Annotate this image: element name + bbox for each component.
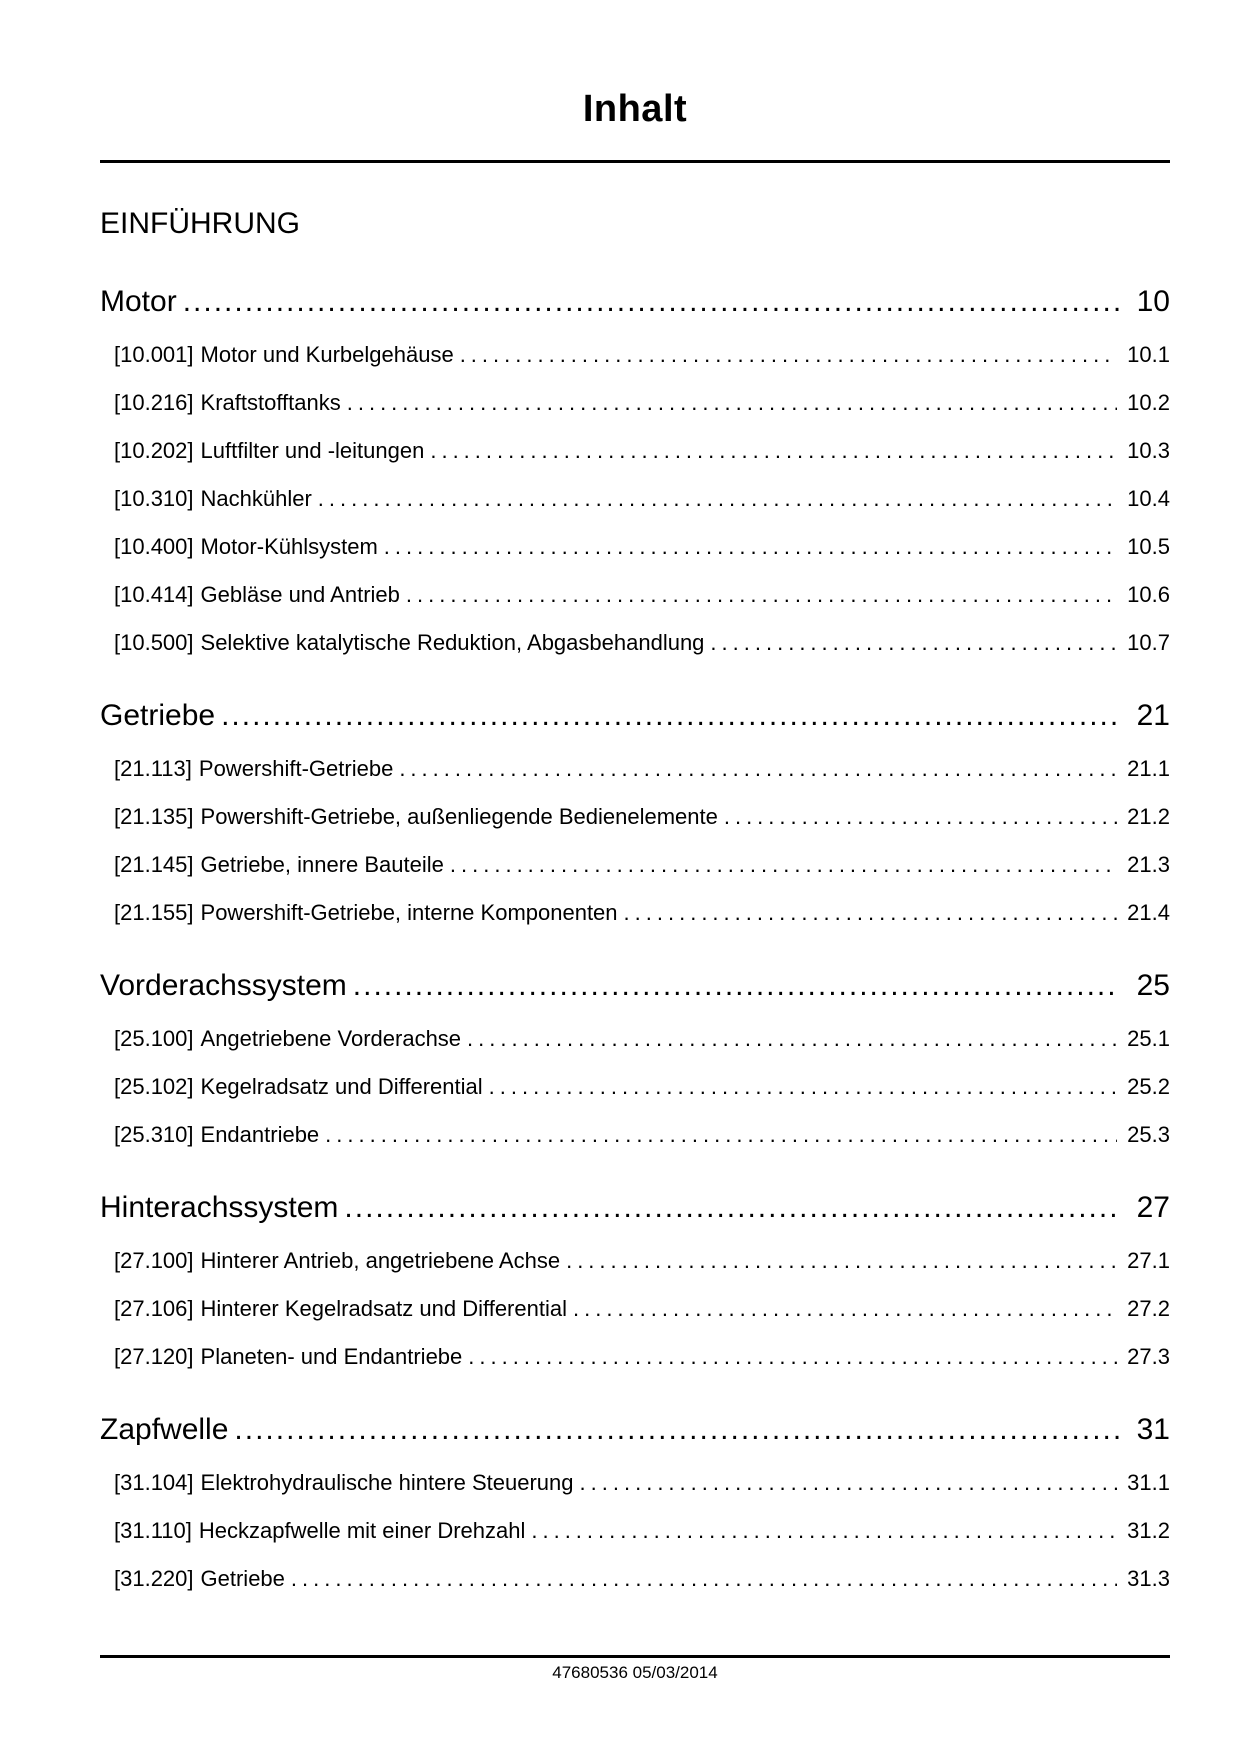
toc-entry-label: [114, 900, 618, 925]
toc-entry-row: [100, 852, 1170, 877]
page-footer: [100, 1655, 1170, 1683]
toc-entry-page-number: 25.3: [1127, 1122, 1170, 1147]
toc-entry-row: [100, 534, 1170, 559]
toc-entry-title: Getriebe: [200, 1566, 285, 1591]
dot-leader: [489, 1074, 1118, 1099]
toc-entry-row: [100, 630, 1170, 655]
toc-entry-label: [114, 852, 444, 877]
toc-entry-row: [100, 486, 1170, 511]
toc-entry-page-number: 10.5: [1127, 534, 1170, 559]
toc-entry-row: [100, 1296, 1170, 1321]
dot-leader: [624, 900, 1118, 925]
toc-entry-code: [31.110]: [114, 1518, 192, 1543]
footer-divider: [100, 1655, 1170, 1658]
toc-entry-title: Kegelradsatz und Differential: [200, 1074, 483, 1099]
toc-entry-row: [100, 390, 1170, 415]
toc-entry-title: Powershift-Getriebe, außenliegende Bedienelemente: [200, 804, 718, 829]
toc-entry-code: [27.120]: [114, 1344, 194, 1369]
toc-entry-code: [25.310]: [114, 1122, 194, 1147]
toc-entry-code: [27.100]: [114, 1248, 194, 1273]
toc-list: [100, 285, 1170, 1591]
toc-entry-title: Getriebe, innere Bauteile: [200, 852, 444, 877]
toc-section-page-number: 27: [1136, 1191, 1170, 1224]
toc-entry-code: [10.310]: [114, 486, 194, 511]
toc-entry-title: Angetriebene Vorderachse: [200, 1026, 462, 1051]
toc-entry-label: [114, 756, 393, 781]
toc-entry-row: [100, 1122, 1170, 1147]
toc-entry-page-number: 27.1: [1127, 1248, 1170, 1273]
toc-entry-page-number: 10.3: [1127, 438, 1170, 463]
page-title: Inhalt: [582, 88, 688, 130]
title-divider: [100, 160, 1170, 163]
toc-entry-row: [100, 756, 1170, 781]
toc-entry-row: [100, 1344, 1170, 1369]
toc-section-row: [100, 285, 1170, 319]
toc-entry-label: [114, 486, 312, 511]
toc-entry-code: [25.102]: [114, 1074, 194, 1099]
toc-entry-title: Gebläse und Antrieb: [200, 582, 400, 607]
toc-entry-code: [21.145]: [114, 852, 194, 877]
toc-entry-page-number: 21.4: [1127, 900, 1170, 925]
toc-entry-page-number: 27.2: [1127, 1296, 1170, 1321]
toc-entry-page-number: 21.1: [1127, 756, 1170, 781]
footer-document-code: 47680536 05/03/2014: [552, 1663, 718, 1682]
toc-entry-title: Hinterer Antrieb, angetriebene Achse: [200, 1248, 561, 1273]
toc-entry-page-number: 10.2: [1127, 390, 1170, 415]
toc-entry-title: Elektrohydraulische hintere Steuerung: [200, 1470, 574, 1495]
dot-leader: [318, 486, 1117, 511]
toc-entry-row: [100, 1074, 1170, 1099]
toc-section-row: [100, 1191, 1170, 1225]
dot-leader: [467, 1026, 1117, 1051]
toc-entry-page-number: 10.6: [1127, 582, 1170, 607]
toc-section-row: [100, 1413, 1170, 1447]
toc-entry-code: [10.400]: [114, 534, 194, 559]
toc-entry-page-number: 25.1: [1127, 1026, 1170, 1051]
toc-entry-page-number: 31.2: [1127, 1518, 1170, 1543]
dot-leader: [531, 1518, 1117, 1543]
toc-entry-code: [31.104]: [114, 1470, 194, 1495]
toc-section-title: Getriebe: [100, 699, 216, 732]
dot-leader: [325, 1122, 1117, 1147]
toc-entry-title: Nachkühler: [200, 486, 312, 511]
toc-entry-label: [114, 1344, 462, 1369]
toc-entry-code: [21.135]: [114, 804, 194, 829]
toc-entry-title: Motor-Kühlsystem: [200, 534, 378, 559]
toc-entry-title: Powershift-Getriebe: [198, 756, 394, 781]
dot-leader: [573, 1296, 1117, 1321]
toc-entry-code: [10.216]: [114, 390, 194, 415]
toc-entry-title: Endantriebe: [200, 1122, 320, 1147]
dot-leader: [430, 438, 1117, 463]
toc-entry-label: [114, 342, 454, 367]
dot-leader: [399, 756, 1117, 781]
dot-leader: [353, 969, 1119, 1003]
toc-entry-title: Selektive katalytische Reduktion, Abgasbehandlung: [200, 630, 705, 655]
toc-entry-row: [100, 1470, 1170, 1495]
toc-entry-code: [10.500]: [114, 630, 194, 655]
toc-entry-label: [114, 1566, 285, 1591]
dot-leader: [580, 1470, 1118, 1495]
dot-leader: [384, 534, 1117, 559]
dot-leader: [724, 804, 1117, 829]
toc-entry-label: [114, 1122, 319, 1147]
toc-entry-label: [114, 534, 378, 559]
dot-leader: [183, 285, 1119, 319]
toc-entry-page-number: 10.4: [1127, 486, 1170, 511]
toc-section-title: Motor: [100, 285, 177, 318]
toc-entry-title: Heckzapfwelle mit einer Drehzahl: [198, 1518, 526, 1543]
toc-entry-code: [31.220]: [114, 1566, 194, 1591]
toc-entry-title: Powershift-Getriebe, interne Komponenten: [200, 900, 618, 925]
dot-leader: [468, 1344, 1117, 1369]
toc-entry-page-number: 31.3: [1127, 1566, 1170, 1591]
toc-entry-label: [114, 1248, 560, 1273]
toc-entry-page-number: 31.1: [1127, 1470, 1170, 1495]
toc-section-page-number: 21: [1136, 699, 1170, 732]
toc-entry-page-number: 21.3: [1127, 852, 1170, 877]
toc-entry-row: [100, 438, 1170, 463]
toc-entry-code: [21.155]: [114, 900, 194, 925]
toc-entry-row: [100, 1566, 1170, 1591]
toc-entry-page-number: 21.2: [1127, 804, 1170, 829]
toc-entry-title: Luftfilter und -leitungen: [200, 438, 425, 463]
toc-section-page-number: 25: [1136, 969, 1170, 1002]
toc-entry-page-number: 10.1: [1127, 342, 1170, 367]
toc-section-page-number: 31: [1136, 1413, 1170, 1446]
toc-entry-code: [10.001]: [114, 342, 194, 367]
toc-entry-title: Hinterer Kegelradsatz und Differential: [200, 1296, 567, 1321]
toc-entry-code: [10.414]: [114, 582, 194, 607]
toc-entry-label: [114, 804, 718, 829]
dot-leader: [710, 630, 1117, 655]
toc-entry-title: Motor und Kurbelgehäuse: [200, 342, 454, 367]
toc-entry-label: [114, 1518, 525, 1543]
dot-leader: [347, 390, 1117, 415]
toc-entry-label: [114, 438, 424, 463]
dot-leader: [234, 1413, 1118, 1447]
toc-section-row: [100, 699, 1170, 733]
toc-entry-title: Kraftstofftanks: [200, 390, 341, 415]
toc-entry-label: [114, 1074, 483, 1099]
toc-entry-page-number: 27.3: [1127, 1344, 1170, 1369]
toc-entry-label: [114, 630, 704, 655]
toc-section-title: Hinterachssystem: [100, 1191, 339, 1224]
dot-leader: [450, 852, 1117, 877]
toc-intro-heading: EINFÜHRUNG: [100, 207, 300, 240]
toc-entry-code: [25.100]: [114, 1026, 194, 1051]
toc-entry-label: [114, 582, 400, 607]
toc-entry-label: [114, 1026, 461, 1051]
toc-entry-row: [100, 900, 1170, 925]
dot-leader: [566, 1248, 1117, 1273]
toc-entry-label: [114, 390, 341, 415]
toc-section-title: Vorderachssystem: [100, 969, 347, 1002]
dot-leader: [291, 1566, 1117, 1591]
toc-entry-page-number: 10.7: [1127, 630, 1170, 655]
toc-entry-label: [114, 1296, 567, 1321]
toc-entry-row: [100, 1026, 1170, 1051]
toc-entry-title: Planeten- und Endantriebe: [200, 1344, 463, 1369]
toc-entry-label: [114, 1470, 574, 1495]
toc-entry-code: [27.106]: [114, 1296, 194, 1321]
toc-entry-page-number: 25.2: [1127, 1074, 1170, 1099]
toc-entry-row: [100, 582, 1170, 607]
toc-entry-row: [100, 342, 1170, 367]
toc-entry-row: [100, 1248, 1170, 1273]
dot-leader: [460, 342, 1117, 367]
toc-section-title: Zapfwelle: [100, 1413, 229, 1446]
toc-entry-code: [10.202]: [114, 438, 194, 463]
toc-section-page-number: 10: [1136, 285, 1170, 318]
toc-entry-row: [100, 1518, 1170, 1543]
toc-entry-code: [21.113]: [114, 756, 192, 781]
toc-entry-row: [100, 804, 1170, 829]
dot-leader: [406, 582, 1117, 607]
dot-leader: [221, 699, 1119, 733]
dot-leader: [344, 1191, 1118, 1225]
toc-section-row: [100, 969, 1170, 1003]
toc-page: [100, 0, 1170, 1591]
